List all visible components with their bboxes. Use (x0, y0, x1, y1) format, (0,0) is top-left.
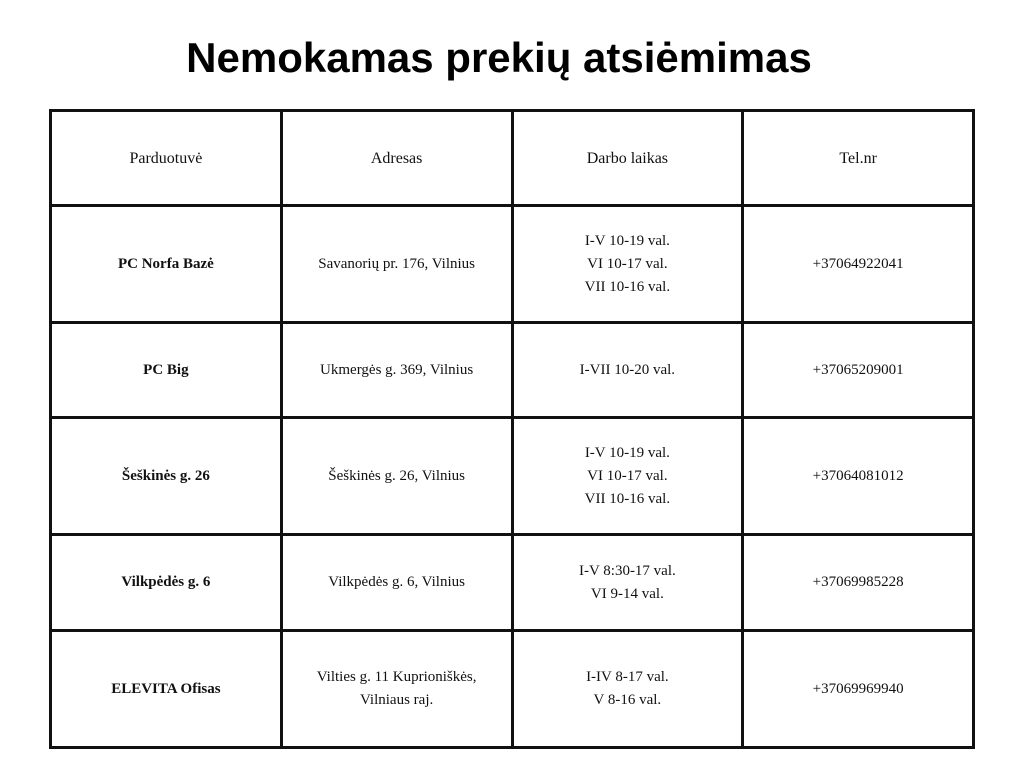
store-hours: I-IV 8-17 val. V 8-16 val. (512, 631, 743, 748)
pickup-locations-table (49, 109, 975, 749)
store-hours: I-VII 10-20 val. (512, 323, 743, 418)
store-name: PC Big (51, 323, 282, 418)
store-name: Šeškinės g. 26 (51, 418, 282, 535)
table-row (51, 323, 974, 418)
store-phone: +37064081012 (743, 418, 974, 535)
header-store: Parduotuvė (51, 111, 282, 206)
store-address: Vilties g. 11 Kuprioniškės, Vilniaus raj. (281, 631, 512, 748)
store-phone: +37065209001 (743, 323, 974, 418)
store-hours: I-V 10-19 val. VI 10-17 val. VII 10-16 val. (512, 206, 743, 323)
store-phone: +37069969940 (743, 631, 974, 748)
store-address: Vilkpėdės g. 6, Vilnius (281, 535, 512, 631)
page-title: Nemokamas prekių atsiėmimas (186, 34, 812, 81)
store-name: PC Norfa Bazė (51, 206, 282, 323)
table-row (51, 418, 974, 535)
store-hours: I-V 10-19 val. VI 10-17 val. VII 10-16 val. (512, 418, 743, 535)
store-name: Vilkpėdės g. 6 (51, 535, 282, 631)
header-phone: Tel.nr (743, 111, 974, 206)
table-row (51, 535, 974, 631)
store-name: ELEVITA Ofisas (51, 631, 282, 748)
header-hours: Darbo laikas (512, 111, 743, 206)
header-address: Adresas (281, 111, 512, 206)
table-header-row (51, 111, 974, 206)
table-row (51, 206, 974, 323)
store-phone: +37069985228 (743, 535, 974, 631)
store-address: Šeškinės g. 26, Vilnius (281, 418, 512, 535)
store-phone: +37064922041 (743, 206, 974, 323)
store-hours: I-V 8:30-17 val. VI 9-14 val. (512, 535, 743, 631)
store-address: Savanorių pr. 176, Vilnius (281, 206, 512, 323)
store-address: Ukmergės g. 369, Vilnius (281, 323, 512, 418)
table-row (51, 631, 974, 748)
